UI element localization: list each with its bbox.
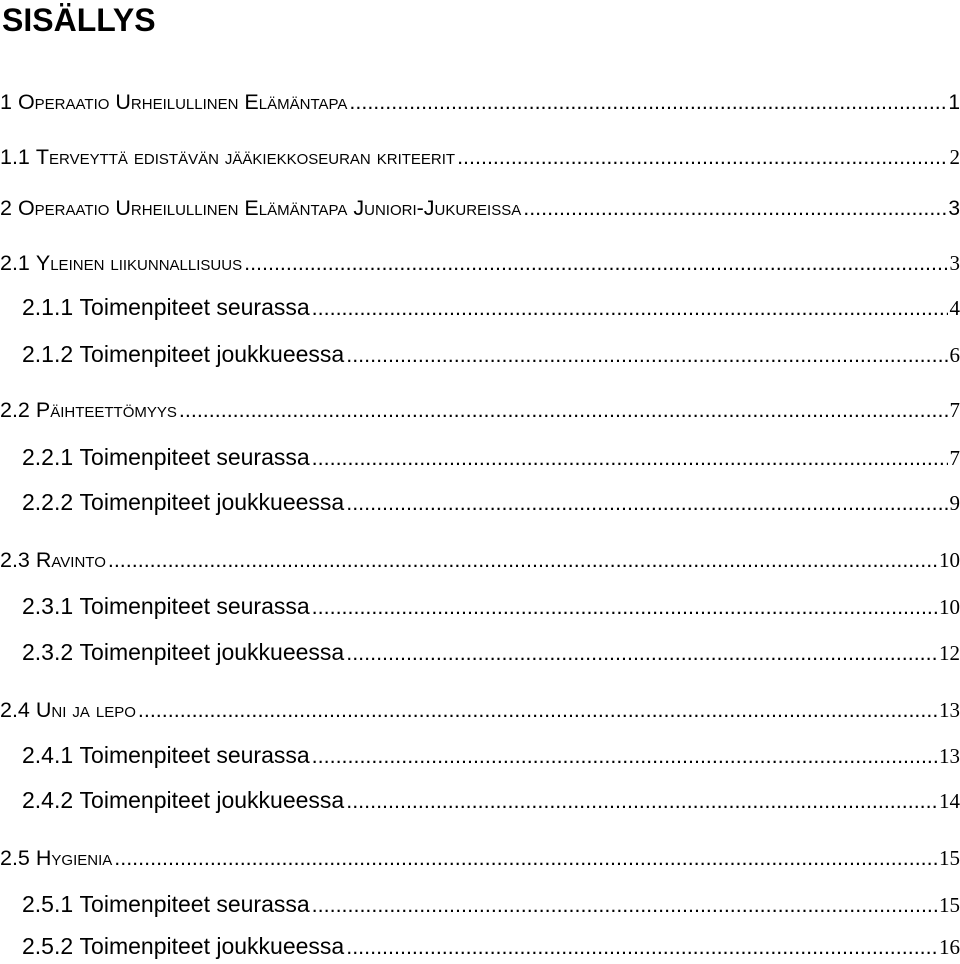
toc-entry-text: Operaatio Urheilullinen Elämäntapa Juniori-Jukureissa [17,196,522,220]
toc-entry-page: 10 [939,548,960,572]
toc-entry-page: 13 [939,698,960,722]
toc-entry-page: 14 [939,789,960,813]
toc-entry-number: 1 [0,90,12,114]
toc-entry-page: 2 [949,145,960,169]
dot-leader [138,694,937,726]
toc-entry-text: Toimenpiteet seurassa [79,593,310,619]
toc-entry-2-2-2[interactable] [22,486,960,518]
toc-entry-2-5[interactable] [0,842,960,874]
toc-entry-text: Toimenpiteet joukkueessa [79,933,345,959]
dot-leader [312,292,948,324]
dot-leader [312,442,948,474]
toc-entry-text: Toimenpiteet seurassa [79,444,310,470]
dot-leader [349,86,946,118]
toc-entry-2-4-1[interactable] [22,739,960,771]
toc-entry-number: 2.2.2 [22,489,74,515]
toc-entry-2-4[interactable] [0,694,960,726]
toc-entry-page: 16 [939,935,960,959]
toc-entry-2-1-1[interactable] [22,291,960,323]
toc-entry-number: 2 [0,196,12,220]
toc-title: SISÄLLYS [2,2,156,38]
toc-entry-number: 2.4.2 [22,787,74,813]
toc-entry-2-1-2[interactable] [22,338,960,370]
toc-entry-page: 1 [948,91,960,114]
toc-entry-text: Toimenpiteet joukkueessa [79,489,345,515]
dot-leader [523,192,946,224]
toc-entry-page: 7 [949,398,960,422]
toc-entry-number: 2.1.1 [22,294,74,320]
toc-entry-2-3-2[interactable] [22,636,960,668]
dot-leader [346,785,937,817]
toc-entry-page: 4 [949,296,960,320]
toc-entry-number: 2.1.2 [22,341,74,367]
dot-leader [312,889,937,921]
toc-entry-text: Hygienia [35,846,113,870]
toc-entry-1[interactable] [0,86,960,118]
toc-entry-2-3-1[interactable] [22,590,960,622]
dot-leader [114,842,937,874]
toc-entry-text: Toimenpiteet joukkueessa [79,787,345,813]
dot-leader [179,394,948,426]
dot-leader [346,339,947,371]
toc-entry-number: 2.4 [0,698,30,722]
toc-entry-page: 7 [949,446,960,470]
dot-leader [346,637,937,669]
toc-entry-2-1[interactable] [0,247,960,279]
toc-entry-text: Päihteettömyys [35,398,177,422]
toc-entry-page: 3 [948,197,960,220]
toc-entry-1-1[interactable] [0,141,960,173]
toc-entry-page: 3 [949,251,960,275]
toc-entry-number: 2.5.1 [22,891,74,917]
toc-entry-text: Terveyttä edistävän jääkiekkoseuran kriteerit [35,145,456,169]
toc-entry-page: 15 [939,893,960,917]
toc-entry-number: 2.5 [0,846,30,870]
toc-entry-text: Toimenpiteet joukkueessa [79,639,345,665]
toc-entry-text: Operaatio Urheilullinen Elämäntapa [17,90,348,114]
toc-entry-text: Toimenpiteet seurassa [79,294,310,320]
toc-entry-page: 13 [939,744,960,768]
toc-entry-2-2-1[interactable] [22,441,960,473]
toc-entry-number: 2.3.2 [22,639,74,665]
toc-entry-text: Ravinto [35,548,106,572]
toc-entry-number: 2.4.1 [22,742,74,768]
dot-leader [312,740,937,772]
toc-entry-text: Toimenpiteet seurassa [79,742,310,768]
dot-leader [457,141,947,173]
toc-entry-number: 2.5.2 [22,933,74,959]
toc-entry-number: 2.2 [0,398,30,422]
toc-entry-number: 2.3.1 [22,593,74,619]
dot-leader [346,931,937,963]
dot-leader [346,487,947,519]
toc-entry-2-4-2[interactable] [22,784,960,816]
dot-leader [108,544,937,576]
toc-entry-2-5-1[interactable] [22,888,960,920]
toc-entry-text: Yleinen liikunnallisuus [35,251,243,275]
toc-entry-2-5-2[interactable] [22,930,960,962]
toc-entry-number: 2.1 [0,251,30,275]
toc-entry-2-3[interactable] [0,544,960,576]
dot-leader [312,591,937,623]
toc-entry-page: 12 [939,641,960,665]
toc-entry-2[interactable] [0,192,960,224]
toc-entry-page: 10 [939,595,960,619]
toc-entry-page: 15 [939,846,960,870]
toc-entry-number: 2.3 [0,548,30,572]
toc-entry-number: 1.1 [0,145,30,169]
toc-entry-text: Toimenpiteet seurassa [79,891,310,917]
toc-entry-page: 6 [949,343,960,367]
toc-entry-text: Toimenpiteet joukkueessa [79,341,345,367]
toc-entry-page: 9 [949,491,960,515]
toc-entry-text: Uni ja lepo [35,698,136,722]
toc-entry-number: 2.2.1 [22,444,74,470]
toc-entry-2-2[interactable] [0,394,960,426]
dot-leader [244,247,947,279]
